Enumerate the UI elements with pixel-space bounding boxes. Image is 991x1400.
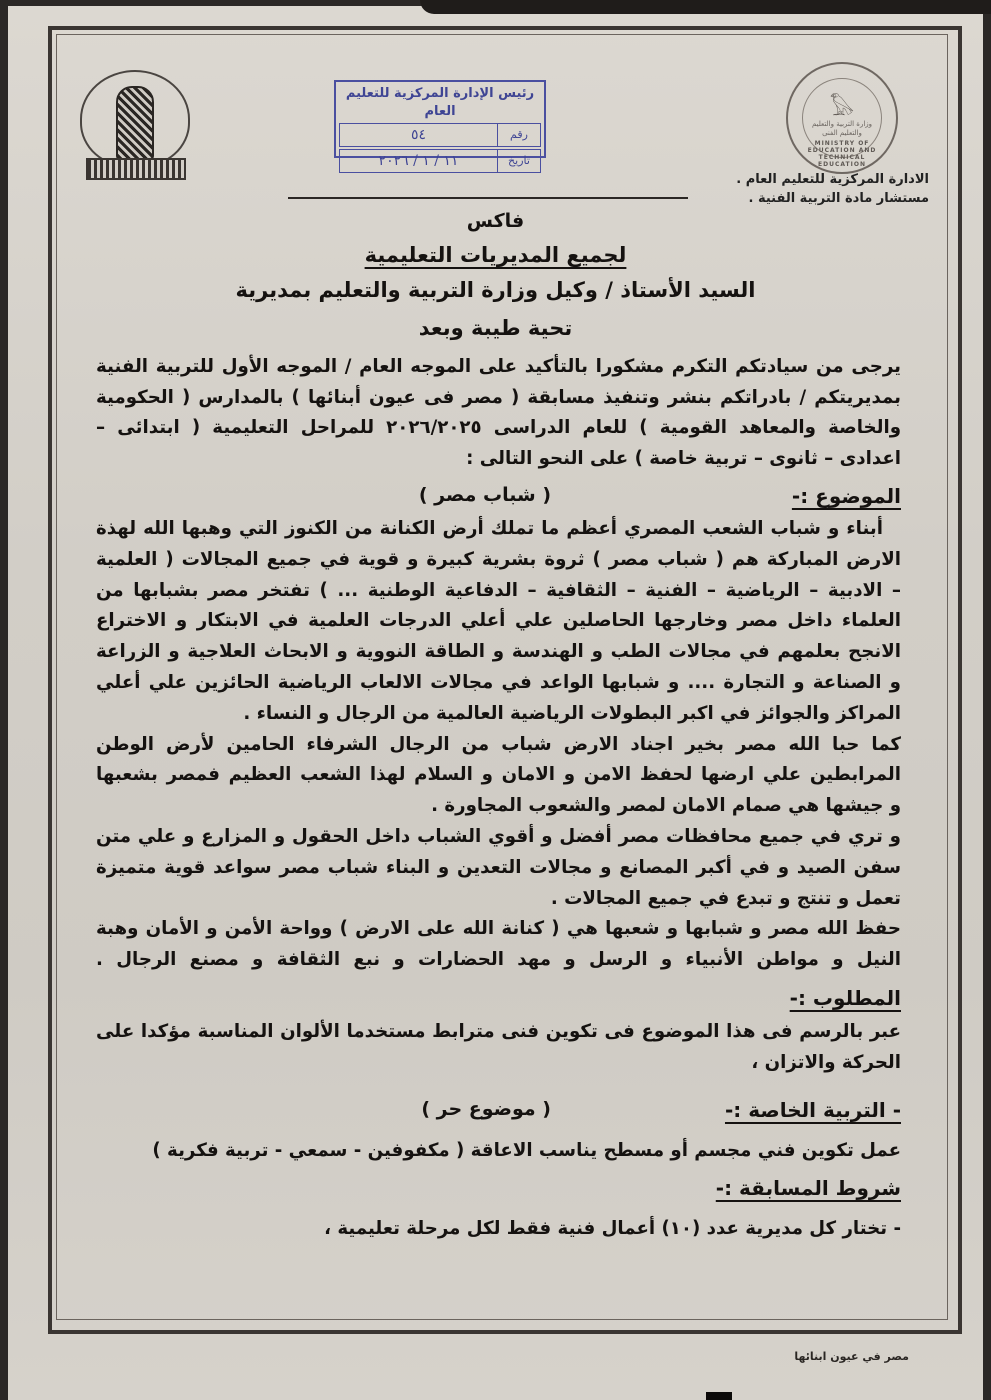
art-advisor-office-logo [72,70,202,182]
header-divider [288,197,688,199]
issuer-line-2: مستشار مادة التربية الفنية . [748,191,929,206]
body-line: و الصناعة و التجارة .... و شبابها الواعد في مجالات الالعاب الرياضية الحائزين علي أعلي [96,671,901,693]
addressee-line: السيد الأستاذ / وكيل وزارة التربية والتعليم بمديرية [235,278,756,302]
issuer-line-1: الادارة المركزية للتعليم العام . [736,172,929,187]
conditions-heading: شروط المسابقة :- [715,1176,901,1200]
subject-value: ( شباب مصر ) [418,484,551,506]
body-line: حفظ الله مصر و شبابها و شعبها هي ( كنانة الله على الارض ) وواحة الأمن و الأمان وهبة [96,918,901,940]
required-heading: المطلوب :- [789,986,901,1010]
body-line: العلماء داخل مصر وخارجها الحاصلين علي أعلي الدرجات العلمية في الابتكار و الاختراع [96,610,901,632]
stamp-date-label: تاريخ [497,150,540,172]
logo-band-icon [86,158,186,180]
stamp-date-row [339,149,541,173]
special-education-value: ( موضوع حر ) [421,1098,551,1120]
body-line: تعمل و تنتج و تبدع في جميع المجالات . [550,887,901,909]
stamp-title: رئيس الإدارة المركزية للتعليم العام [345,86,535,119]
arabesque-motif-icon [116,86,154,160]
body-line: – الادبية – الرياضية – الفنية – الثقافية – الدفاعية الوطنية ... ) تفتخر مصر بشبابها من [96,579,901,601]
condition-item: - تختار كل مديرية عدد (١٠) أعمال فنية فقط لكل مرحلة تعليمية ، [324,1218,901,1239]
intro-paragraph: يرجى من سيادتكم التكرم مشكورا بالتأكيد على الموجه العام / الموجه الأول للتربية الفنية بمديريتكم / بادراتكم بنشر وتنفيذ مسابقة ( مصر فى عيون أبنائها ) بالمدارس ( الحكومية والخاصة والمعاهد القومية ) للعام الدراسى ٢٠٢٦/٢٠٢٥ للمراحل التعليمية ( ابتدائى – اعدادى – ثانوى – تربية خاصة ) على النحو التالى : [96,356,901,469]
special-education-text: عمل تكوين فني مجسم أو مسطح يناسب الاعاقة ( مكفوفين - سمعي - تربية فكرية ) [152,1140,901,1161]
body-line: و جيشها هي صمام الامان لمصر والشعوب المجاورة . [431,795,901,817]
subject-heading: الموضوع :- [791,484,901,508]
body-line: الارض المباركة هم ( شباب مصر ) ثروة بشرية كبيرة و قوية في جميع المجالات ( العلمية [96,548,901,570]
subject-body [96,514,901,976]
seal-inner-text: وزارة التربية والتعليم والتعليم الفنى [811,120,873,137]
eagle-emblem-icon: 𓅃 [829,96,855,121]
body-line: سفن الصيد و في أكبر المصانع و مجالات التعدين و البناء شباب مصر سواعد قوية متميزة [96,856,901,878]
body-line: النيل و مواطن الأنبياء و الرسل و مهد الحضارات و نبع الثقافة و مصنع الرجال . [96,949,901,971]
required-text: عبر بالرسم فى هذا الموضوع فى تكوين فنى مترابط مستخدما الألوان المناسبة مؤكدا على الحركة والاتزان ، [96,1021,901,1073]
footer-slogan: مصر في عيون ابنائها [794,1350,909,1363]
body-line: المراكز والجوائز في اكبر البطولات الرياضية العالمية من الرجال و النساء . [243,702,901,724]
body-line: الانجح بعلمهم في مجالات الطب و الهندسة و الطاقة النووية و الابحاث العلاجية و الزراعة [96,641,901,663]
registration-stamp [334,80,546,169]
seal-ring-text: MINISTRY OF EDUCATION AND TECHNICAL EDUCATION [807,140,877,168]
fax-title: فاكس [466,210,525,232]
stamp-number-value: ٥٤ [410,127,427,143]
ministry-seal-logo [786,62,898,174]
body-line: المرابطين علي ارضها لحفظ الامن و الامان و السلام لهذا الشعب العظيم فمصر بشعبها [96,764,901,786]
stamp-number-label: رقم [497,124,540,146]
issuer-block [736,170,929,208]
special-education-heading: - التربية الخاصة :- [724,1098,901,1122]
recipients-title: لجميع المديريات التعليمية [364,243,627,267]
body-line: كما حبا الله مصر بخير اجناد الارض شباب من الرجال الشرفاء الحامين لأرض الوطن [96,733,901,755]
stamp-number-row [339,123,541,147]
stamp-date-value: ١١ / ١ / ٢٠٢٦ [378,153,459,169]
body-line: أبناء و شباب الشعب المصري أعظم ما تملك أرض الكنانة من الكنوز التي وهبها الله لهذة [96,518,883,539]
background-object [706,1392,732,1400]
greeting-line: تحية طيبة وبعد [418,316,573,340]
body-line: و تري في جميع محافظات مصر أفضل و أقوي الشباب داخل الحقول و المزارع و علي متن [96,825,901,847]
